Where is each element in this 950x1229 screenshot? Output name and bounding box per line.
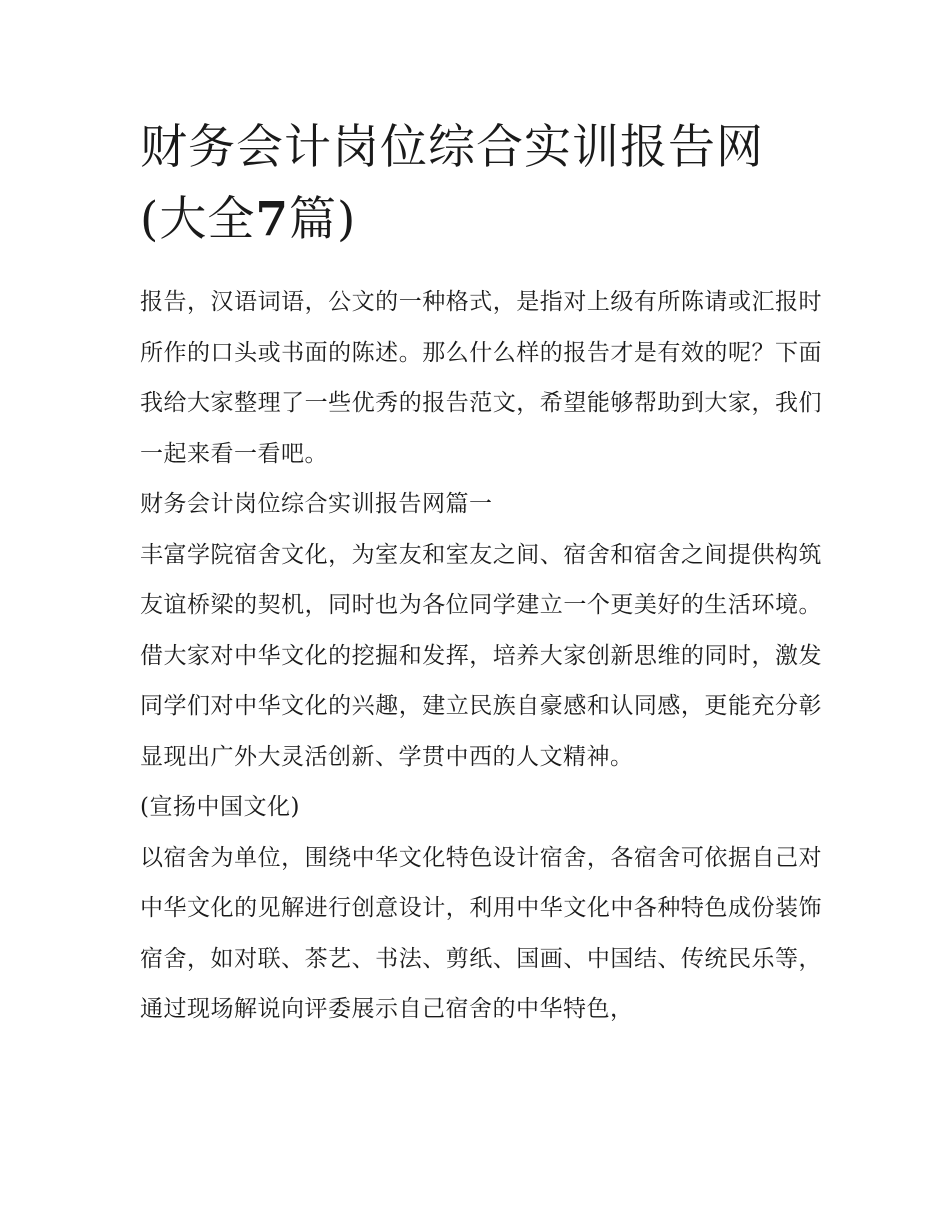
title-line-2-number: 7: [255, 192, 290, 247]
title-line-2-prefix: (大全: [140, 192, 256, 247]
intro-paragraph: 报告，汉语词语，公文的一种格式，是指对上级有所陈请或汇报时所作的口头或书面的陈述。那么什么样的报告才是有效的呢？下面我给大家整理了一些优秀的报告范文，希望能够帮助到大家，我们一起来看一看吧。: [140, 289, 822, 467]
title-line-1: 财务会计岗位综合实训报告网: [140, 120, 764, 175]
title-line-2-suffix: 篇): [289, 192, 357, 247]
document-title: [140, 112, 830, 256]
section-heading: 财务会计岗位综合实训报告网篇一: [140, 491, 493, 517]
document-body: [140, 277, 822, 1035]
body-paragraph: 丰富学院宿舍文化，为室友和室友之间、宿舍和宿舍之间提供构筑友谊桥梁的契机，同时也为各位同学建立一个更美好的生活环境。借大家对中华文化的挖掘和发挥，培养大家创新思维的同时，激发同学们对中华文化的兴趣，建立民族自豪感和认同感，更能充分彰显现出广外大灵活创新、学贯中西的人文精神。: [140, 541, 822, 770]
body-paragraph: 以宿舍为单位，围绕中华文化特色设计宿舍，各宿舍可依据自己对中华文化的见解进行创意设计，利用中华文化中各种特色成份装饰宿舍，如对联、茶艺、书法、剪纸、国画、中国结、传统民乐等，通过现场解说向评委展示自己宿舍的中华特色，: [140, 844, 822, 1022]
subheading: (宣扬中国文化): [140, 794, 300, 820]
